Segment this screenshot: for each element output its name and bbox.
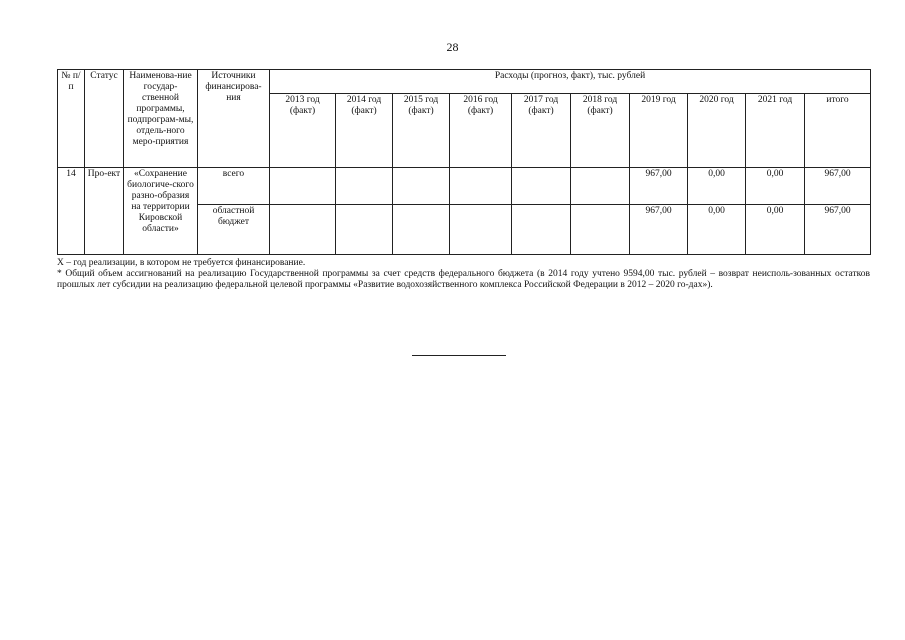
row-source: всего: [198, 168, 270, 205]
row-name: «Сохранение биологиче-ского разно-образия на территории Кировской области»: [124, 168, 198, 255]
value-cell: 967,00: [805, 168, 871, 205]
row-no: 14: [58, 168, 85, 255]
header-year: 2020 год: [688, 94, 746, 168]
header-year: 2021 год: [746, 94, 805, 168]
value-cell: [450, 168, 512, 205]
separator-line: [412, 355, 506, 356]
value-cell: [336, 205, 393, 255]
header-year: 2016 год (факт): [450, 94, 512, 168]
value-cell: [270, 205, 336, 255]
value-cell: [512, 168, 571, 205]
value-cell: 0,00: [688, 205, 746, 255]
footnote-star: * Общий объем ассигнований на реализацию Государственной программы за счет средств федерального бюджета (в 2014 году учтено 9594,00 тыс. рублей – возврат неисполь-зованных остатков прошлых лет субсидии на реализацию федеральной целевой программы «Развитие водохозяйственного комплекса Российской Федерации в 2012 – 2020 го-дах»).: [57, 269, 870, 290]
value-cell: [512, 205, 571, 255]
value-cell: 967,00: [630, 205, 688, 255]
value-cell: [336, 168, 393, 205]
header-year: 2015 год (факт): [393, 94, 450, 168]
header-year: 2019 год: [630, 94, 688, 168]
header-row-1: [58, 70, 871, 94]
row-status: Про-ект: [85, 168, 124, 255]
header-name: Наименова-ние государ-ственной программы, подпрограм-мы, отдель-ного меро-приятия: [124, 70, 198, 168]
value-cell: [393, 168, 450, 205]
page-number: 28: [446, 40, 459, 54]
value-cell: 0,00: [746, 205, 805, 255]
footnote-x: Х – год реализации, в котором не требуется финансирование.: [57, 258, 306, 268]
value-cell: 967,00: [630, 168, 688, 205]
value-cell: [571, 205, 630, 255]
header-year: 2014 год (факт): [336, 94, 393, 168]
value-cell: 0,00: [746, 168, 805, 205]
expenses-table: [57, 69, 871, 255]
value-cell: 0,00: [688, 168, 746, 205]
header-no: № п/п: [58, 70, 85, 168]
header-status: Статус: [85, 70, 124, 168]
value-cell: [450, 205, 512, 255]
value-cell: 967,00: [805, 205, 871, 255]
value-cell: [270, 168, 336, 205]
header-year: 2013 год (факт): [270, 94, 336, 168]
header-total: итого: [805, 94, 871, 168]
table-row: [58, 168, 871, 205]
header-sources: Источники финансирова-ния: [198, 70, 270, 168]
row-source: областной бюджет: [198, 205, 270, 255]
header-expenses: Расходы (прогноз, факт), тыс. рублей: [270, 70, 871, 94]
header-year: 2017 год (факт): [512, 94, 571, 168]
header-year: 2018 год (факт): [571, 94, 630, 168]
value-cell: [393, 205, 450, 255]
value-cell: [571, 168, 630, 205]
